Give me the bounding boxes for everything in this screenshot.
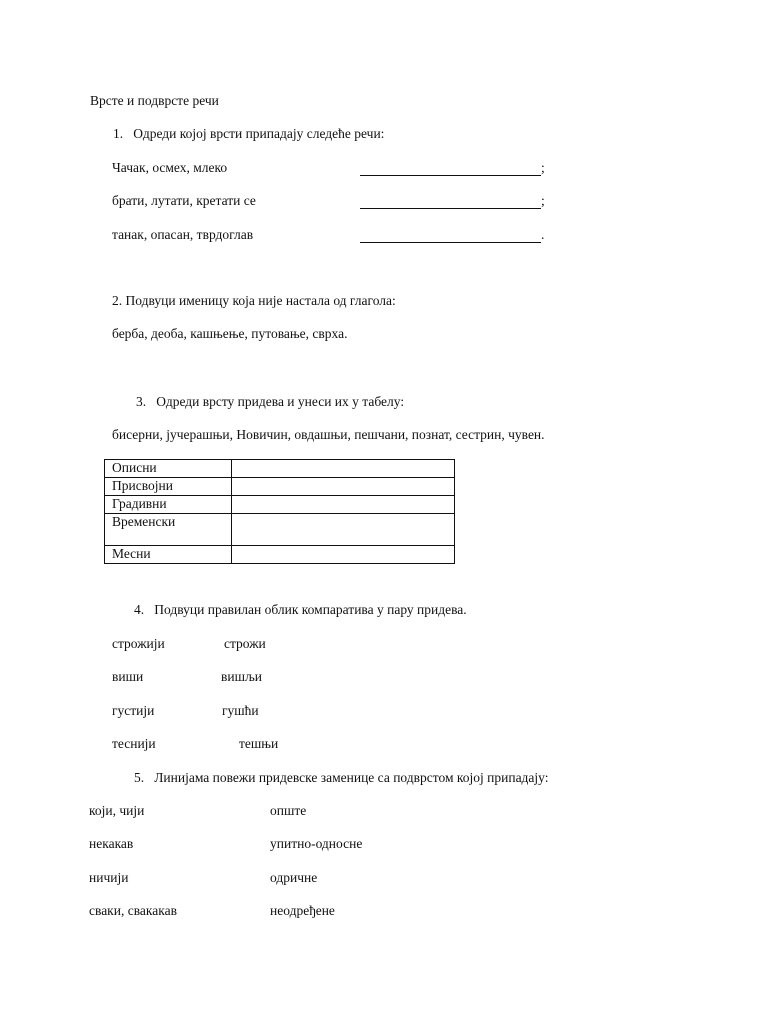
table-row <box>105 546 455 564</box>
task3-heading: 3. Одреди врсту придева и унеси их у табелу: <box>136 394 405 409</box>
answer-blank[interactable] <box>360 194 541 209</box>
pronoun-item: који, чији <box>89 803 145 818</box>
adjective-type-label: Описни <box>105 460 232 478</box>
task5-heading: 5. Линијама повежи придевске заменице са подврстом којој припадају: <box>134 770 549 785</box>
answer-cell[interactable] <box>232 546 455 564</box>
table-row <box>105 496 455 514</box>
table-row <box>105 514 455 546</box>
task3-words: бисерни, јучерашњи, Новичин, овдашњи, пешчани, познат, сестрин, чувен. <box>112 427 545 442</box>
task2-heading: 2. Подвуци именицу која није настала од глагола: <box>112 293 396 308</box>
task2-words: берба, деоба, кашњење, путовање, сврха. <box>112 326 348 341</box>
blank-punctuation: ; <box>541 160 545 175</box>
pronoun-item: некакав <box>89 836 134 851</box>
adjective-type-label: Месни <box>105 546 232 564</box>
pronoun-item: ничији <box>89 870 129 885</box>
page-title: Врсте и подврсте речи <box>90 93 219 108</box>
subtype-item: опште <box>270 803 307 818</box>
answer-cell[interactable] <box>232 496 455 514</box>
comparative-option: виши <box>112 669 144 684</box>
answer-blank[interactable] <box>360 228 541 243</box>
answer-blank[interactable] <box>360 161 541 176</box>
task1-heading: 1. Одреди којој врсти припадају следеће речи: <box>113 126 385 141</box>
adjective-type-label: Временски <box>105 514 232 546</box>
comparative-option: гушћи <box>222 703 259 718</box>
subtype-item: неодређене <box>270 903 335 918</box>
subtype-item: упитно-односне <box>270 836 363 851</box>
table-row <box>105 478 455 496</box>
adjective-type-label: Присвојни <box>105 478 232 496</box>
table-row <box>105 460 455 478</box>
task1-row-words: танак, опасан, тврдоглав <box>112 227 254 242</box>
blank-punctuation: ; <box>541 193 545 208</box>
answer-cell[interactable] <box>232 460 455 478</box>
subtype-item: одричне <box>270 870 318 885</box>
answer-cell[interactable] <box>232 478 455 496</box>
adjective-type-table <box>104 459 455 564</box>
comparative-option: вишљи <box>221 669 263 684</box>
comparative-option: тешњи <box>239 736 279 751</box>
answer-cell[interactable] <box>232 514 455 546</box>
comparative-option: густији <box>112 703 155 718</box>
blank-punctuation: . <box>541 227 545 242</box>
task1-row-words: Чачак, осмех, млеко <box>112 160 228 175</box>
task4-heading: 4. Подвуци правилан облик компаратива у пару придева. <box>134 602 467 617</box>
comparative-option: строжији <box>112 636 165 651</box>
task1-row-words: брати, лутати, кретати се <box>112 193 256 208</box>
comparative-option: строжи <box>224 636 266 651</box>
comparative-option: теснији <box>112 736 156 751</box>
pronoun-item: сваки, свакакав <box>89 903 177 918</box>
adjective-type-label: Градивни <box>105 496 232 514</box>
